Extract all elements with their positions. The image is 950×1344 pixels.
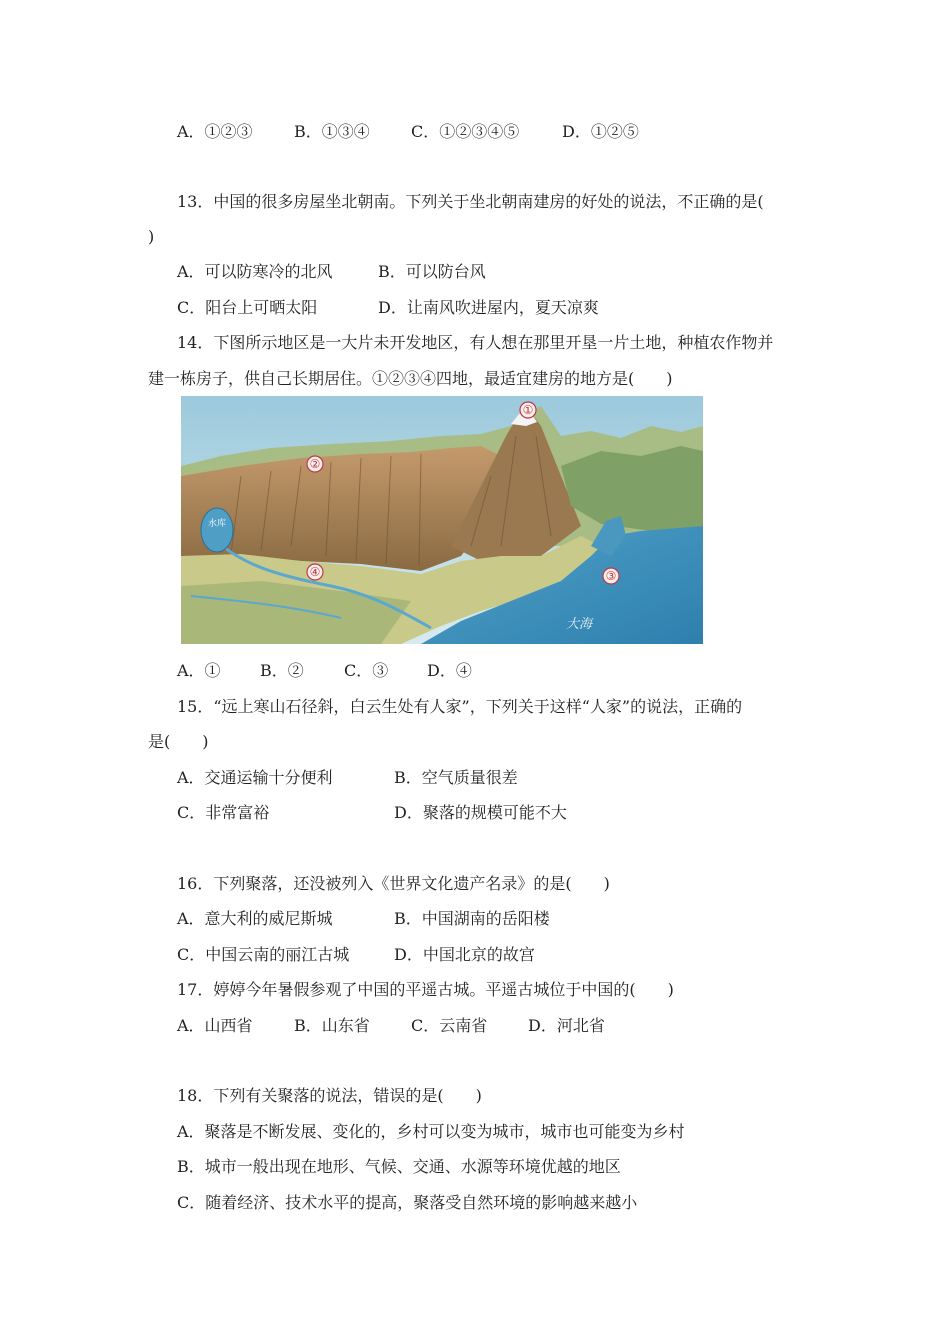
q13-option-c: C．阳台上可晒太阳 — [177, 298, 318, 317]
reservoir-label: 水库 — [207, 519, 227, 529]
q17-option-c: C．云南省 — [411, 1016, 488, 1035]
q15-stem-line1: 15．“远上寒山石径斜，白云生处有人家”，下列关于这样“人家”的说法，正确的 — [177, 697, 743, 716]
marker-4: ④ — [309, 565, 321, 579]
q17-stem: 17．婷婷今年暑假参观了中国的平遥古城。平遥古城位于中国的( ) — [177, 980, 674, 999]
q15-option-a: A．交通运输十分便利 — [177, 768, 333, 787]
q13-option-a: A．可以防寒冷的北风 — [177, 262, 333, 281]
q17-option-b: B．山东省 — [294, 1016, 370, 1035]
q16-option-b: B．中国湖南的岳阳楼 — [394, 909, 550, 928]
q14-stem-line1: 14．下图所示地区是一大片未开发地区，有人想在那里开垦一片土地，种植农作物并 — [177, 333, 774, 352]
q13-stem-line1: 13．中国的很多房屋坐北朝南。下列关于坐北朝南建房的好处的说法，不正确的是( — [177, 192, 764, 211]
q13-option-d: D．让南风吹进屋内，夏天凉爽 — [378, 298, 599, 317]
q18-option-b: B．城市一般出现在地形、气候、交通、水源等环境优越的地区 — [177, 1157, 621, 1176]
q15-option-c: C．非常富裕 — [177, 803, 270, 822]
marker-1: ① — [522, 403, 534, 417]
marker-3: ③ — [605, 569, 617, 583]
marker-2: ② — [309, 457, 321, 471]
q14-option-a: A．① — [177, 661, 221, 680]
reservoir — [201, 508, 233, 552]
q14-option-d: D．④ — [427, 661, 472, 680]
q16-option-d: D．中国北京的故宫 — [394, 945, 535, 964]
q12-option-b: B．①③④ — [294, 122, 370, 141]
q14-option-b: B．② — [260, 661, 304, 680]
q17-option-d: D．河北省 — [528, 1016, 605, 1035]
q13-stem-line2: ) — [148, 227, 155, 246]
q12-option-c: C．①②③④⑤ — [411, 122, 520, 141]
q18-option-c: C．随着经济、技术水平的提高，聚落受自然环境的影响越来越小 — [177, 1193, 638, 1212]
q16-option-c: C．中国云南的丽江古城 — [177, 945, 350, 964]
q14-stem-line2: 建一栋房子，供自己长期居住。①②③④四地，最适宜建房的地方是( ) — [148, 369, 673, 388]
q18-option-a: A．聚落是不断发展、变化的，乡村可以变为城市，城市也可能变为乡村 — [177, 1122, 685, 1141]
q15-stem-line2: 是( ) — [148, 732, 209, 751]
q12-option-d: D．①②⑤ — [562, 122, 639, 141]
sea-label: 大海 — [566, 617, 593, 632]
q16-option-a: A．意大利的威尼斯城 — [177, 909, 333, 928]
q16-stem: 16．下列聚落，还没被列入《世界文化遗产名录》的是( ) — [177, 874, 610, 893]
q13-option-b: B．可以防台风 — [378, 262, 486, 281]
q12-option-a: A．①②③ — [177, 122, 253, 141]
q14-option-c: C．③ — [344, 661, 389, 680]
q18-stem: 18．下列有关聚落的说法，错误的是( ) — [177, 1086, 482, 1105]
landscape-illustration — [181, 396, 703, 644]
q15-option-b: B．空气质量很差 — [394, 768, 518, 787]
q15-option-d: D．聚落的规模可能不大 — [394, 803, 567, 822]
q17-option-a: A．山西省 — [177, 1016, 253, 1035]
